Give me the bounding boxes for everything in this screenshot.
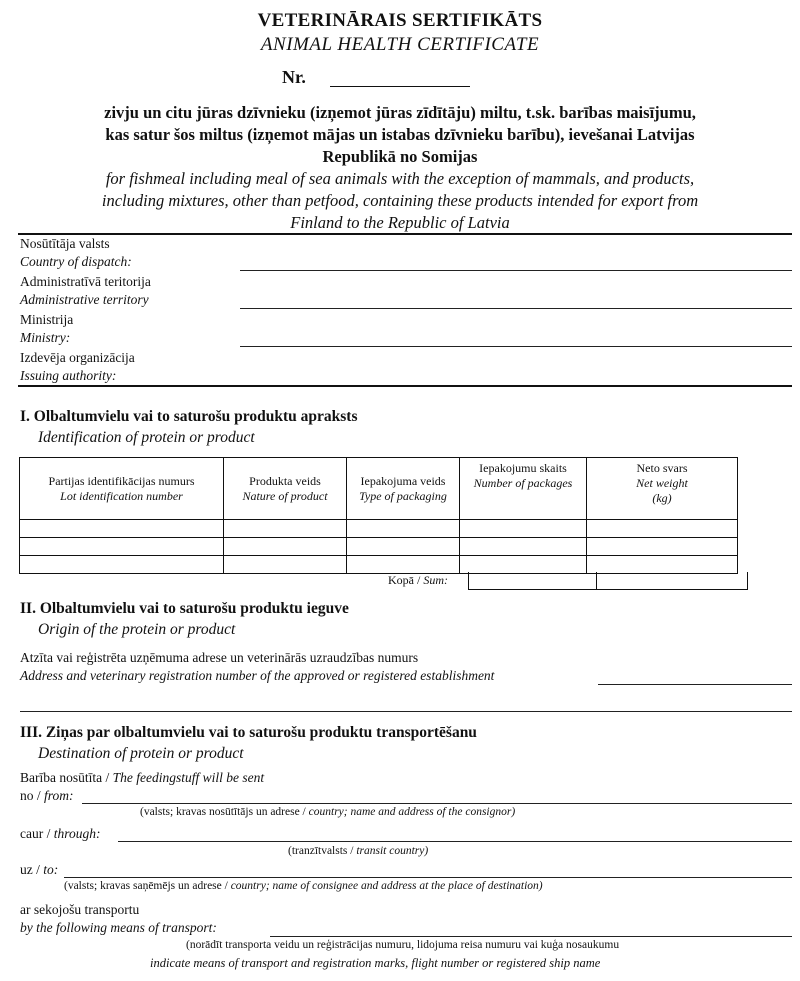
column-header-nature — [224, 458, 347, 520]
table-cell[interactable] — [20, 520, 224, 538]
column-header-lv: Produkta veids — [249, 473, 321, 488]
country-of-dispatch-field[interactable] — [240, 270, 792, 271]
table-cell[interactable] — [587, 520, 738, 538]
from-label-en: from: — [44, 788, 74, 803]
column-header-packages — [460, 458, 587, 520]
administrative-territory-field[interactable] — [240, 308, 792, 309]
column-header-en: Number of packages — [473, 476, 573, 490]
through-note — [288, 845, 428, 857]
column-header-en: Lot identification number — [60, 488, 183, 503]
table-cell[interactable] — [460, 538, 587, 556]
from-note-lv: (valsts; kravas nosūtītājs un adrese / — [140, 806, 306, 818]
through-label-lv: caur / — [20, 826, 51, 841]
column-header-unit: (kg) — [652, 491, 672, 505]
from-note-en: country; name and address of the consignor) — [308, 806, 516, 818]
establishment-field[interactable] — [598, 684, 792, 685]
to-note-lv: (valsts; kravas saņēmējs un adrese / — [64, 880, 228, 892]
table-cell[interactable] — [587, 556, 738, 574]
identification-table — [19, 457, 738, 574]
certificate-title-en: ANIMAL HEALTH CERTIFICATE — [260, 34, 540, 55]
to-label — [20, 862, 58, 878]
transport-note-lv: (norādīt transporta veidu un reģistrācijas numuru, lidojuma reisa numuru vai kuģa nosaukumu — [186, 939, 620, 951]
table-cell[interactable] — [20, 538, 224, 556]
section-3-title: III. Ziņas par olbaltumvielu vai to saturošu produktu transportēšanu — [20, 724, 477, 741]
country-of-dispatch-label-en: Country of dispatch: — [20, 254, 132, 269]
table-row — [20, 556, 738, 574]
column-header-en: Type of packaging — [359, 488, 447, 503]
establishment-label-lv: Atzīta vai reģistrēta uzņēmuma adrese un veterinārās uzraudzības numurs — [20, 650, 419, 665]
administrative-territory-label-lv: Administratīvā teritorija — [20, 274, 151, 289]
column-header-en: Nature of product — [242, 488, 328, 503]
through-field[interactable] — [118, 841, 792, 842]
feedingstuff-sent-lv: Barība nosūtīta / — [20, 770, 110, 785]
section-2-subtitle: Origin of the protein or product — [38, 621, 236, 638]
table-cell[interactable] — [460, 520, 587, 538]
description-en-line-1: for fishmeal including meal of sea animals with the exception of mammals, and products, — [105, 169, 695, 188]
table-cell[interactable] — [347, 556, 460, 574]
column-header-lot — [20, 458, 224, 520]
transport-label-en: by the following means of transport: — [20, 920, 217, 935]
transport-label-lv: ar sekojošu transportu — [20, 902, 140, 917]
administrative-territory-label-en: Administrative territory — [20, 292, 149, 307]
section-1-subtitle: Identification of protein or product — [38, 429, 255, 446]
section-2-title: II. Olbaltumvielu vai to saturošu produktu ieguve — [20, 600, 349, 617]
origin-divider — [18, 385, 792, 387]
table-cell[interactable] — [587, 538, 738, 556]
issuing-authority-label-lv: Izdevēja organizācija — [20, 350, 135, 365]
table-cell[interactable] — [20, 556, 224, 574]
sum-label — [388, 573, 448, 588]
from-label-lv: no / — [20, 788, 41, 803]
table-header-row — [20, 458, 738, 520]
to-label-en: to: — [43, 862, 59, 877]
column-header-packaging — [347, 458, 460, 520]
description-lv-line-2: kas satur šos miltus (izņemot mājas un istabas dzīvnieku barību), ievešanai Latvijas — [105, 125, 695, 144]
to-note-en: country; name of consignee and address at the place of destination) — [230, 880, 543, 892]
feedingstuff-sent-label — [20, 770, 264, 786]
description-lv-line-3: Republikā no Somijas — [322, 147, 478, 166]
ministry-label-lv: Ministrija — [20, 312, 74, 327]
column-header-lv: Iepakojuma veids — [360, 473, 446, 488]
issuing-authority-label-en: Issuing authority: — [20, 368, 117, 383]
sum-label-lv: Kopā / — [388, 573, 421, 587]
transport-note-en: indicate means of transport and registration marks, flight number or registered ship name — [150, 956, 601, 970]
column-header-lv: Partijas identifikācijas numurs — [48, 473, 195, 488]
to-note — [64, 880, 543, 892]
certificate-number-field[interactable] — [330, 86, 470, 87]
establishment-label-en: Address and veterinary registration number of the approved or registered establishment — [20, 668, 495, 683]
ministry-field[interactable] — [240, 346, 792, 347]
sum-label-en: Sum: — [423, 573, 448, 587]
feedingstuff-sent-en: The feedingstuff will be sent — [112, 770, 265, 785]
section-1-title: I. Olbaltumvielu vai to saturošu produktu apraksts — [20, 408, 358, 425]
table-cell[interactable] — [347, 520, 460, 538]
header-divider — [18, 233, 792, 235]
section-3-subtitle: Destination of protein or product — [38, 745, 244, 762]
country-of-dispatch-label-lv: Nosūtītāja valsts — [20, 236, 110, 251]
from-label — [20, 788, 74, 804]
description-en-line-2: including mixtures, other than petfood, containing these products intended for export from — [101, 191, 699, 210]
column-header-lv: Neto svars — [636, 461, 688, 475]
through-note-en: transit country) — [356, 845, 429, 857]
transport-field[interactable] — [270, 936, 792, 937]
column-header-en: Net weight — [636, 476, 688, 490]
through-label — [20, 826, 100, 842]
ministry-label-en: Ministry: — [20, 330, 71, 345]
sum-row-divider — [596, 572, 597, 590]
table-cell[interactable] — [224, 538, 347, 556]
column-header-lv: Iepakojumu skaits — [479, 461, 567, 475]
from-note — [140, 806, 515, 818]
table-row — [20, 538, 738, 556]
sum-row[interactable] — [468, 572, 748, 590]
table-cell[interactable] — [460, 556, 587, 574]
description-en-line-3: Finland to the Republic of Latvia — [290, 213, 510, 232]
table-cell[interactable] — [224, 556, 347, 574]
to-label-lv: uz / — [20, 862, 40, 877]
table-cell[interactable] — [224, 520, 347, 538]
to-field[interactable] — [64, 877, 792, 878]
column-header-weight — [587, 458, 738, 520]
through-note-lv: (tranzītvalsts / — [288, 845, 354, 857]
certificate-title: VETERINĀRAIS SERTIFIKĀTS — [257, 10, 543, 31]
certificate-number-label: Nr. — [282, 67, 306, 87]
from-field[interactable] — [82, 803, 792, 804]
through-label-en: through: — [53, 826, 101, 841]
table-cell[interactable] — [347, 538, 460, 556]
table-row — [20, 520, 738, 538]
establishment-field-continued[interactable] — [20, 711, 792, 712]
description-lv-line-1: zivju un citu jūras dzīvnieku (izņemot jūras zīdītāju) miltu, t.sk. barības maisījumu, — [104, 103, 696, 122]
